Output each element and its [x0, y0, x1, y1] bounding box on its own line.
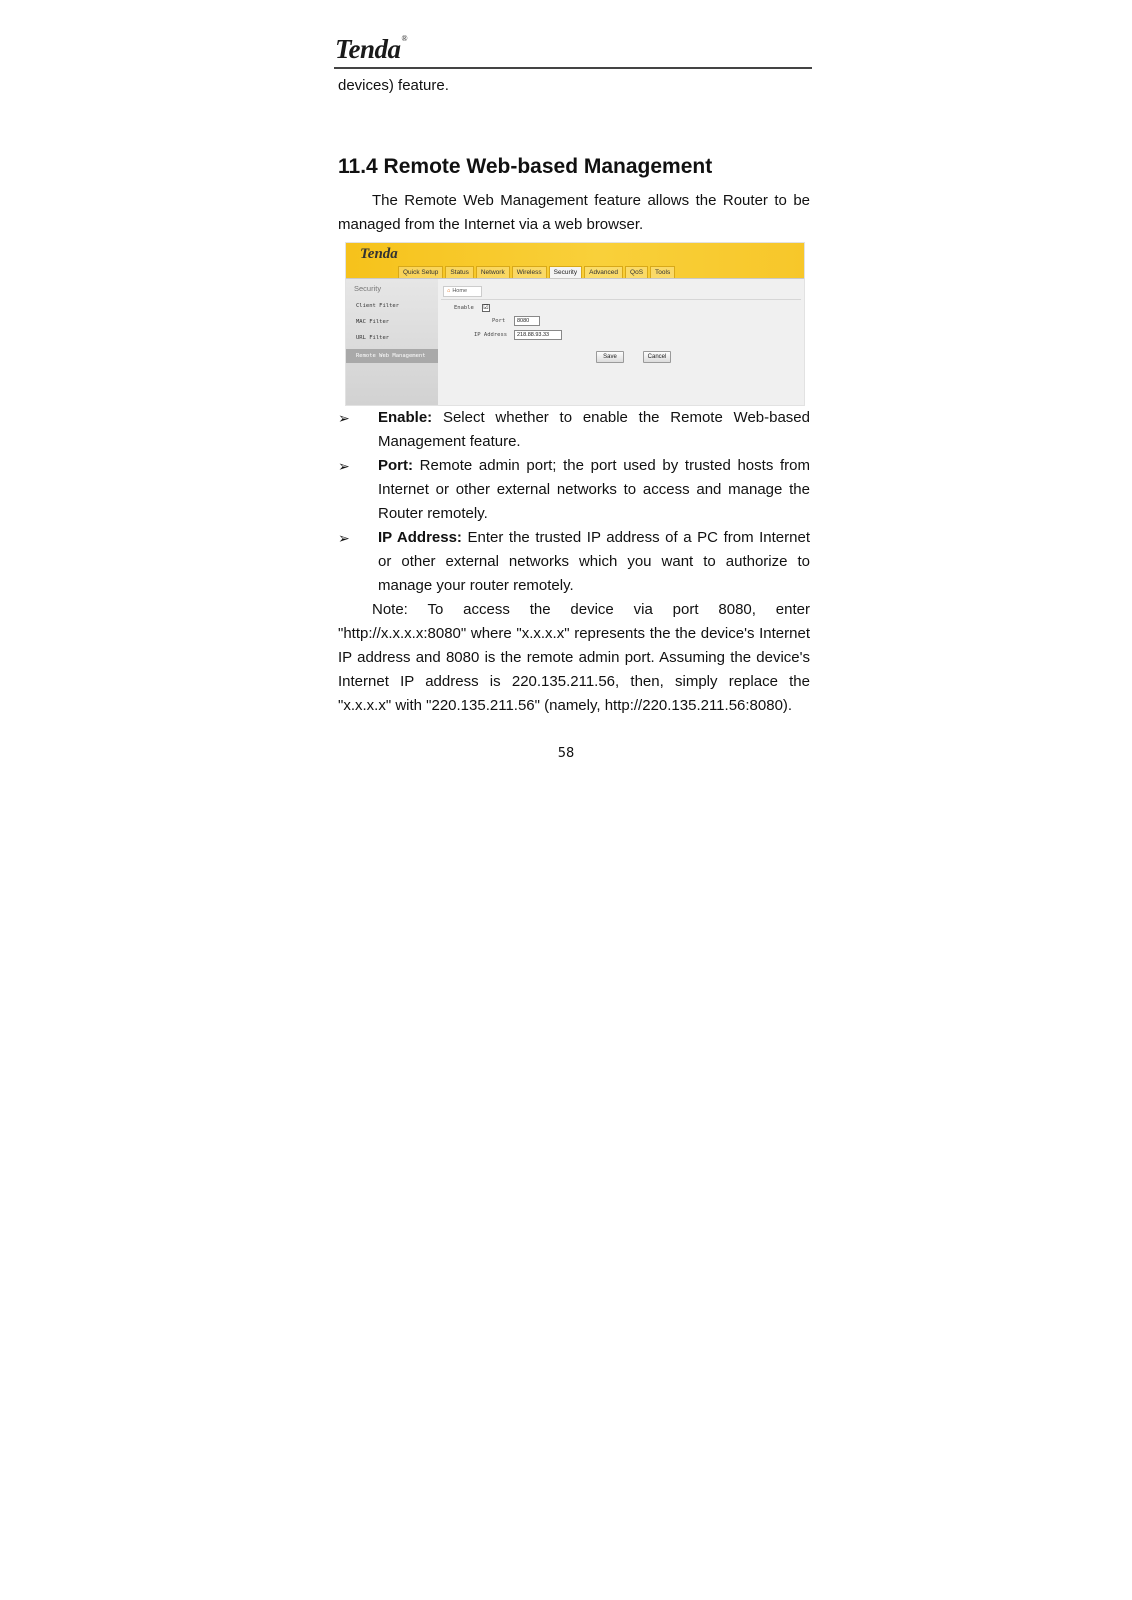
bullet-text: Select whether to enable the Remote Web-based Management feature.	[378, 409, 810, 450]
sidebar-item-remote-web-management[interactable]: Remote Web Management	[346, 349, 438, 363]
tab-wireless[interactable]: Wireless	[512, 266, 547, 279]
save-button[interactable]: Save	[596, 351, 624, 363]
router-header-bar	[346, 243, 804, 278]
ip-address-input[interactable]: 218.88.93.33	[514, 330, 562, 340]
bullet-text: Enter the trusted IP address of a PC from Internet or other external networks which you want to authorize to manage your router remotely.	[378, 529, 811, 594]
port-input[interactable]: 8080	[514, 316, 540, 326]
sidebar-item-mac-filter[interactable]: MAC Filter	[356, 319, 390, 325]
continuation-text: devices) feature.	[338, 77, 449, 94]
sidebar-item-client-filter[interactable]: Client Filter	[356, 303, 400, 309]
bullet-term: IP Address:	[378, 529, 462, 546]
tab-quick-setup[interactable]: Quick Setup	[398, 266, 443, 279]
tab-advanced[interactable]: Advanced	[584, 266, 623, 279]
page-number: 58	[557, 746, 575, 761]
port-label: Port	[492, 318, 506, 324]
bullet-term: Enable:	[378, 409, 433, 426]
enable-label: Enable	[454, 305, 474, 311]
bullet-port	[338, 454, 810, 526]
tab-network[interactable]: Network	[476, 266, 510, 279]
cancel-button[interactable]: Cancel	[643, 351, 671, 363]
router-logo: Tenda	[360, 246, 398, 262]
arrow-bullet-icon: ➢	[338, 458, 350, 474]
ip-address-label: IP Address	[474, 332, 508, 338]
sidebar-item-url-filter[interactable]: URL Filter	[356, 335, 390, 341]
home-icon: ⌂	[447, 288, 451, 294]
tab-security[interactable]: Security	[549, 266, 582, 279]
arrow-bullet-icon: ➢	[338, 530, 350, 546]
bullet-ip-address	[338, 526, 810, 598]
enable-checkbox[interactable]: ☑	[483, 305, 489, 311]
router-sidebar	[346, 279, 438, 405]
note-paragraph: Note: To access the device via port 8080, enter "http://x.x.x.x:8080" where "x.x.x.x" represents the the device's Internet IP address and 8080 is the remote admin port. Assuming the device's Internet IP address is 220.135.211.56, then, simply replace the "x.x.x.x" with "220.135.211.56" (namely, http://220.135.211.56:8080).	[338, 601, 810, 714]
bullet-term: Port:	[378, 457, 413, 474]
router-tabs	[398, 266, 675, 278]
header-rule	[334, 67, 812, 69]
tab-tools[interactable]: Tools	[650, 266, 675, 279]
intro-paragraph: The Remote Web Management feature allows the Router to be managed from the Internet via a web browser.	[338, 192, 810, 233]
router-screenshot	[345, 242, 805, 406]
bullet-text: Remote admin port; the port used by trusted hosts from Internet or other external networks to access and manage the Router remotely.	[378, 457, 810, 522]
arrow-bullet-icon: ➢	[338, 410, 350, 426]
tab-qos[interactable]: QoS	[625, 266, 648, 279]
sidebar-title: Security	[354, 284, 382, 293]
tenda-logo: Tenda®	[335, 34, 408, 64]
breadcrumb[interactable]: ⌂ Home	[443, 286, 482, 297]
tab-status[interactable]: Status	[445, 266, 473, 279]
content-separator	[441, 299, 801, 300]
section-heading: 11.4 Remote Web-based Management	[338, 155, 713, 178]
bullet-enable	[338, 406, 810, 454]
